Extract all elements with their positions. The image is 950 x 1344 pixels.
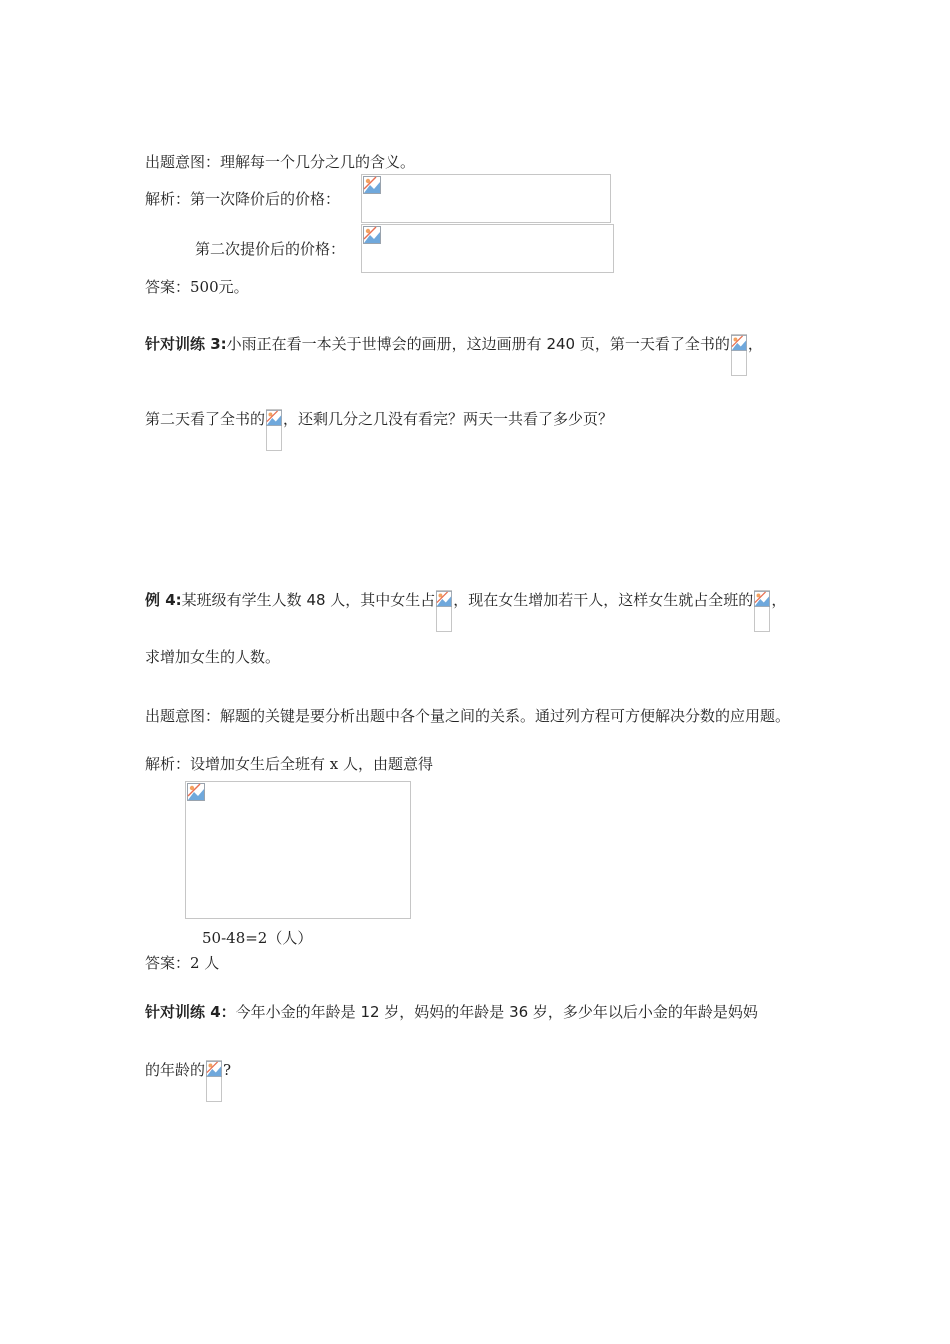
example4-line-1	[145, 590, 786, 632]
answer-line-1: 答案：500元。	[145, 278, 249, 296]
formula-image-1	[361, 174, 611, 223]
example4-text-1b: ，现在女生增加若干人，这样女生就占全班的	[453, 591, 754, 609]
equation-image	[185, 781, 411, 919]
fraction-image-1	[731, 334, 747, 376]
fraction-image-2	[266, 409, 282, 451]
training3-text-2-start: 第二天看了全书的	[145, 410, 266, 428]
example4-label: 例 4:	[145, 591, 182, 609]
training4-line-2	[145, 1060, 231, 1102]
formula-image-2	[361, 224, 614, 273]
broken-image-icon	[754, 590, 770, 608]
training3-line-2	[145, 409, 613, 451]
example4-text-1-end: ，	[771, 591, 787, 609]
training3-line-1	[145, 334, 763, 376]
broken-image-icon	[731, 334, 747, 352]
example4-answer: 答案：2 人	[145, 954, 220, 972]
training4-label: 针对训练 4：	[145, 1003, 236, 1021]
broken-image-icon	[363, 176, 381, 194]
training3-text-1: 小雨正在看一本关于世博会的画册，这边画册有 240 页，第一天看了全书的	[226, 335, 730, 353]
example4-text-1a: 某班级有学生人数 48 人，其中女生占	[181, 591, 436, 609]
broken-image-icon	[266, 409, 282, 427]
fraction-image-5	[206, 1060, 222, 1102]
broken-image-icon	[206, 1060, 222, 1078]
example4-calc: 50-48=2（人）	[202, 929, 313, 947]
intent-line-1: 出题意图：理解每一个几分之几的含义。	[145, 153, 416, 171]
broken-image-icon	[436, 590, 452, 608]
training4-text-2-start: 的年龄的	[145, 1061, 206, 1079]
analysis-line-2: 第二次提价后的价格：	[195, 240, 346, 258]
example4-analysis: 解析：设增加女生后全班有 x 人，由题意得	[145, 755, 433, 773]
broken-image-icon	[363, 226, 381, 244]
example4-intent: 出题意图：解题的关键是要分析出题中各个量之间的关系。通过列方程可方便解决分数的应用题。	[145, 707, 791, 725]
training3-label: 针对训练 3:	[145, 335, 227, 353]
training4-line-1	[145, 1002, 758, 1022]
example4-line-2: 求增加女生的人数。	[145, 648, 281, 666]
training3-text-2-end: ，还剩几分之几没有看完？两天一共看了多少页？	[283, 410, 614, 428]
training3-text-1-end: ，	[747, 335, 763, 353]
analysis-line-1: 解析：第一次降价后的价格：	[145, 190, 341, 208]
fraction-image-4	[754, 590, 770, 632]
training4-text-2-end: ?	[223, 1061, 232, 1079]
training4-text-1: 今年小金的年龄是 12 岁，妈妈的年龄是 36 岁，多少年以后小金的年龄是妈妈	[235, 1003, 758, 1021]
broken-image-icon	[187, 783, 205, 801]
fraction-image-3	[436, 590, 452, 632]
